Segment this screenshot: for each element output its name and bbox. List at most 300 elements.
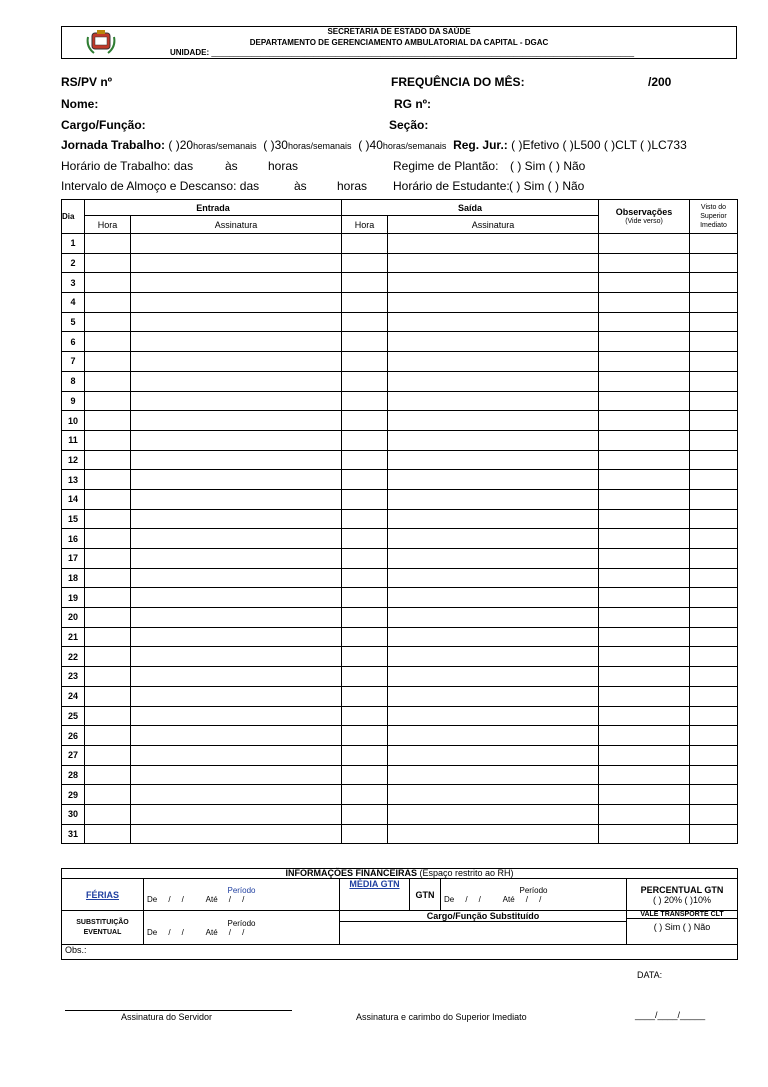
entrada-hora-cell[interactable] bbox=[85, 489, 131, 509]
cargo-substituido-cell bbox=[340, 911, 627, 945]
saida-assinatura-cell[interactable] bbox=[388, 470, 599, 490]
entrada-hora-cell[interactable] bbox=[85, 391, 131, 411]
entrada-assinatura-cell[interactable] bbox=[131, 293, 342, 313]
nome-label: Nome: bbox=[61, 97, 99, 111]
entrada-assinatura-cell[interactable] bbox=[131, 647, 342, 667]
table-row bbox=[62, 745, 738, 765]
table-row bbox=[62, 509, 738, 529]
entrada-assinatura-cell[interactable] bbox=[131, 706, 342, 726]
saida-hora-cell[interactable] bbox=[342, 745, 388, 765]
table-row bbox=[62, 568, 738, 588]
table-row bbox=[62, 293, 738, 313]
entrada-hora-cell[interactable] bbox=[85, 549, 131, 569]
visto-cell[interactable] bbox=[690, 509, 738, 529]
observacoes-cell[interactable] bbox=[599, 804, 690, 824]
horario-as: às bbox=[225, 159, 238, 173]
visto-cell[interactable] bbox=[690, 450, 738, 470]
entrada-assinatura-cell[interactable] bbox=[131, 627, 342, 647]
saida-hora-cell[interactable] bbox=[342, 273, 388, 293]
table-row bbox=[62, 686, 738, 706]
entrada-hora-cell[interactable] bbox=[85, 371, 131, 391]
entrada-assinatura-cell[interactable] bbox=[131, 608, 342, 628]
saida-hora-cell[interactable] bbox=[342, 529, 388, 549]
visto-cell[interactable] bbox=[690, 588, 738, 608]
entrada-hora-cell[interactable] bbox=[85, 804, 131, 824]
saida-assinatura-cell[interactable] bbox=[388, 411, 599, 431]
observacoes-cell[interactable] bbox=[599, 371, 690, 391]
saida-assinatura-cell[interactable] bbox=[388, 568, 599, 588]
day-number: 30 bbox=[62, 804, 85, 824]
table-row bbox=[62, 411, 738, 431]
entrada-assinatura-cell[interactable] bbox=[131, 726, 342, 746]
entrada-hora-cell[interactable] bbox=[85, 726, 131, 746]
entrada-assinatura-cell[interactable] bbox=[131, 352, 342, 372]
visto-cell[interactable] bbox=[690, 273, 738, 293]
saida-hora-header: Hora bbox=[342, 216, 388, 234]
table-row bbox=[62, 588, 738, 608]
cargo-substituido-label: Cargo/Função Substituído bbox=[340, 911, 626, 922]
substituicao-label: SUBSTITUIÇÃO EVENTUAL bbox=[62, 911, 144, 945]
observacoes-cell[interactable] bbox=[599, 509, 690, 529]
day-number: 1 bbox=[62, 234, 85, 254]
saida-assinatura-cell[interactable] bbox=[388, 726, 599, 746]
observacoes-cell[interactable] bbox=[599, 529, 690, 549]
visto-cell[interactable] bbox=[690, 371, 738, 391]
observacoes-cell[interactable] bbox=[599, 549, 690, 569]
visto-cell[interactable] bbox=[690, 765, 738, 785]
table-row bbox=[62, 450, 738, 470]
day-number: 11 bbox=[62, 430, 85, 450]
day-number: 8 bbox=[62, 371, 85, 391]
saida-assinatura-cell[interactable] bbox=[388, 549, 599, 569]
horas-semanais-20: horas/semanais bbox=[193, 141, 257, 151]
saida-hora-cell[interactable] bbox=[342, 312, 388, 332]
visto-cell[interactable] bbox=[690, 627, 738, 647]
entrada-assinatura-cell[interactable] bbox=[131, 253, 342, 273]
saida-assinatura-cell[interactable] bbox=[388, 608, 599, 628]
saida-hora-cell[interactable] bbox=[342, 824, 388, 844]
day-number: 7 bbox=[62, 352, 85, 372]
horas-semanais-40: horas/semanais bbox=[382, 141, 447, 151]
table-row bbox=[62, 352, 738, 372]
visto-cell[interactable] bbox=[690, 549, 738, 569]
entrada-hora-cell[interactable] bbox=[85, 411, 131, 431]
entrada-assinatura-cell[interactable] bbox=[131, 489, 342, 509]
saida-hora-cell[interactable] bbox=[342, 726, 388, 746]
visto-cell[interactable] bbox=[690, 824, 738, 844]
entrada-hora-cell[interactable] bbox=[85, 470, 131, 490]
observacoes-header bbox=[599, 200, 690, 234]
saida-hora-cell[interactable] bbox=[342, 608, 388, 628]
entrada-hora-cell[interactable] bbox=[85, 234, 131, 254]
entrada-assinatura-cell[interactable] bbox=[131, 391, 342, 411]
entrada-hora-cell[interactable] bbox=[85, 430, 131, 450]
percentual-gtn-cell bbox=[627, 879, 738, 911]
visto-cell[interactable] bbox=[690, 804, 738, 824]
visto-cell[interactable] bbox=[690, 332, 738, 352]
entrada-assinatura-cell[interactable] bbox=[131, 470, 342, 490]
saida-assinatura-cell[interactable] bbox=[388, 352, 599, 372]
saida-hora-cell[interactable] bbox=[342, 391, 388, 411]
regjur-options: ( )Efetivo ( )L500 ( )CLT ( )LC733 bbox=[511, 138, 687, 152]
table-row bbox=[62, 627, 738, 647]
entrada-assinatura-cell[interactable] bbox=[131, 273, 342, 293]
visto-cell[interactable] bbox=[690, 430, 738, 450]
entrada-hora-cell[interactable] bbox=[85, 273, 131, 293]
saida-hora-cell[interactable] bbox=[342, 234, 388, 254]
day-number: 20 bbox=[62, 608, 85, 628]
visto-cell[interactable] bbox=[690, 686, 738, 706]
table-row bbox=[62, 824, 738, 844]
entrada-assinatura-header: Assinatura bbox=[131, 216, 342, 234]
saida-assinatura-cell[interactable] bbox=[388, 371, 599, 391]
day-number: 28 bbox=[62, 765, 85, 785]
visto-cell[interactable] bbox=[690, 647, 738, 667]
vale-transporte-cell bbox=[627, 911, 738, 945]
table-row bbox=[62, 804, 738, 824]
entrada-hora-cell[interactable] bbox=[85, 627, 131, 647]
vide-verso-label: (Vide verso) bbox=[625, 217, 663, 225]
ferias-periodo-label: Período bbox=[227, 885, 256, 895]
day-number: 22 bbox=[62, 647, 85, 667]
saida-hora-cell[interactable] bbox=[342, 411, 388, 431]
day-number: 14 bbox=[62, 489, 85, 509]
saida-hora-cell[interactable] bbox=[342, 450, 388, 470]
gtn-label: GTN bbox=[410, 879, 441, 911]
observacoes-cell[interactable] bbox=[599, 489, 690, 509]
visto-cell[interactable] bbox=[690, 706, 738, 726]
saida-assinatura-cell[interactable] bbox=[388, 647, 599, 667]
day-number: 25 bbox=[62, 706, 85, 726]
saida-hora-cell[interactable] bbox=[342, 804, 388, 824]
table-row bbox=[62, 647, 738, 667]
financial-title: INFORMAÇÕES FINANCEIRAS bbox=[285, 868, 417, 878]
saida-assinatura-cell[interactable] bbox=[388, 234, 599, 254]
table-row bbox=[62, 549, 738, 569]
visto-cell[interactable] bbox=[690, 608, 738, 628]
entrada-assinatura-cell[interactable] bbox=[131, 549, 342, 569]
visto-cell[interactable] bbox=[690, 726, 738, 746]
table-row bbox=[62, 785, 738, 805]
table-row bbox=[62, 667, 738, 687]
table-row bbox=[62, 312, 738, 332]
cargo-label: Cargo/Função: bbox=[61, 118, 146, 132]
visto-cell[interactable] bbox=[690, 568, 738, 588]
entrada-hora-cell[interactable] bbox=[85, 352, 131, 372]
jornada-label: Jornada Trabalho: bbox=[61, 138, 166, 152]
entrada-assinatura-cell[interactable] bbox=[131, 332, 342, 352]
visto-cell[interactable] bbox=[690, 470, 738, 490]
intervalo-as: às bbox=[294, 179, 307, 193]
gtn-periodo-label: Período bbox=[519, 885, 548, 895]
year-label: /200 bbox=[648, 75, 672, 89]
saida-hora-cell[interactable] bbox=[342, 627, 388, 647]
entrada-assinatura-cell[interactable] bbox=[131, 785, 342, 805]
saida-assinatura-cell[interactable] bbox=[388, 332, 599, 352]
saida-hora-cell[interactable] bbox=[342, 686, 388, 706]
day-number: 4 bbox=[62, 293, 85, 313]
observacoes-cell[interactable] bbox=[599, 253, 690, 273]
jornada-row bbox=[61, 138, 687, 152]
observacoes-cell[interactable] bbox=[599, 686, 690, 706]
day-number: 18 bbox=[62, 568, 85, 588]
saida-hora-cell[interactable] bbox=[342, 706, 388, 726]
observacoes-cell[interactable] bbox=[599, 450, 690, 470]
vale-transporte-options: ( ) Sim ( ) Não bbox=[653, 922, 711, 932]
media-gtn-label: MÉDIA GTN bbox=[349, 879, 400, 889]
observacoes-cell[interactable] bbox=[599, 745, 690, 765]
saida-hora-cell[interactable] bbox=[342, 293, 388, 313]
saida-assinatura-cell[interactable] bbox=[388, 312, 599, 332]
observacoes-cell[interactable] bbox=[599, 293, 690, 313]
saida-hora-cell[interactable] bbox=[342, 785, 388, 805]
grid-body bbox=[62, 234, 738, 844]
visto-cell[interactable] bbox=[690, 391, 738, 411]
observacoes-cell[interactable] bbox=[599, 391, 690, 411]
saida-hora-cell[interactable] bbox=[342, 667, 388, 687]
observacoes-cell[interactable] bbox=[599, 726, 690, 746]
gtn-de-ate: De / / Até / / bbox=[444, 894, 542, 904]
observacoes-cell[interactable] bbox=[599, 273, 690, 293]
financial-subtitle: (Espaço restrito ao RH) bbox=[419, 868, 514, 878]
horario-estudante-options: ( ) Sim ( ) Não bbox=[509, 179, 585, 193]
entrada-assinatura-cell[interactable] bbox=[131, 509, 342, 529]
entrada-assinatura-cell[interactable] bbox=[131, 667, 342, 687]
entrada-hora-cell[interactable] bbox=[85, 608, 131, 628]
saida-assinatura-cell[interactable] bbox=[388, 293, 599, 313]
saida-assinatura-cell[interactable] bbox=[388, 824, 599, 844]
saida-assinatura-cell[interactable] bbox=[388, 765, 599, 785]
visto-cell[interactable] bbox=[690, 411, 738, 431]
day-number: 17 bbox=[62, 549, 85, 569]
visto-cell[interactable] bbox=[690, 293, 738, 313]
horario-trabalho-label: Horário de Trabalho: das bbox=[61, 159, 194, 173]
table-row bbox=[62, 470, 738, 490]
saida-hora-cell[interactable] bbox=[342, 549, 388, 569]
visto-cell[interactable] bbox=[690, 667, 738, 687]
saida-assinatura-cell[interactable] bbox=[388, 785, 599, 805]
table-row bbox=[62, 253, 738, 273]
entrada-assinatura-cell[interactable] bbox=[131, 411, 342, 431]
saida-hora-cell[interactable] bbox=[342, 430, 388, 450]
observacoes-cell[interactable] bbox=[599, 234, 690, 254]
assinatura-superior-label: Assinatura e carimbo do Superior Imediato bbox=[356, 1012, 527, 1022]
saida-header: Saída bbox=[342, 200, 599, 216]
rspv-label: RS/PV nº bbox=[61, 75, 113, 89]
saida-assinatura-cell[interactable] bbox=[388, 391, 599, 411]
entrada-assinatura-cell[interactable] bbox=[131, 745, 342, 765]
entrada-assinatura-cell[interactable] bbox=[131, 371, 342, 391]
table-row bbox=[62, 391, 738, 411]
unidade-label: UNIDADE: bbox=[170, 48, 210, 57]
saida-assinatura-cell[interactable] bbox=[388, 509, 599, 529]
day-number: 21 bbox=[62, 627, 85, 647]
entrada-hora-cell[interactable] bbox=[85, 765, 131, 785]
saida-assinatura-cell[interactable] bbox=[388, 489, 599, 509]
table-row bbox=[62, 371, 738, 391]
entrada-assinatura-cell[interactable] bbox=[131, 588, 342, 608]
saida-hora-cell[interactable] bbox=[342, 253, 388, 273]
saida-hora-cell[interactable] bbox=[342, 588, 388, 608]
day-number: 15 bbox=[62, 509, 85, 529]
day-number: 16 bbox=[62, 529, 85, 549]
rg-label: RG nº: bbox=[394, 97, 432, 111]
servidor-signature-line bbox=[65, 1010, 292, 1011]
entrada-hora-cell[interactable] bbox=[85, 686, 131, 706]
gtn-periodo-cell bbox=[441, 879, 627, 911]
observacoes-cell[interactable] bbox=[599, 332, 690, 352]
saida-assinatura-cell[interactable] bbox=[388, 804, 599, 824]
observacoes-cell[interactable] bbox=[599, 568, 690, 588]
day-number: 10 bbox=[62, 411, 85, 431]
entrada-hora-cell[interactable] bbox=[85, 312, 131, 332]
day-number: 9 bbox=[62, 391, 85, 411]
entrada-assinatura-cell[interactable] bbox=[131, 824, 342, 844]
visto-cell[interactable] bbox=[690, 529, 738, 549]
day-number: 5 bbox=[62, 312, 85, 332]
subst-periodo-cell bbox=[144, 911, 340, 945]
visto-cell[interactable] bbox=[690, 785, 738, 805]
visto-cell[interactable] bbox=[690, 352, 738, 372]
saida-assinatura-cell[interactable] bbox=[388, 588, 599, 608]
saida-assinatura-header: Assinatura bbox=[388, 216, 599, 234]
obs-label: Obs.: bbox=[62, 945, 738, 960]
entrada-assinatura-cell[interactable] bbox=[131, 765, 342, 785]
day-number: 23 bbox=[62, 667, 85, 687]
saida-hora-cell[interactable] bbox=[342, 332, 388, 352]
saida-assinatura-cell[interactable] bbox=[388, 430, 599, 450]
entrada-hora-cell[interactable] bbox=[85, 588, 131, 608]
entrada-assinatura-cell[interactable] bbox=[131, 529, 342, 549]
saida-assinatura-cell[interactable] bbox=[388, 706, 599, 726]
entrada-hora-cell[interactable] bbox=[85, 509, 131, 529]
subst-de-ate: De / / Até / / bbox=[147, 927, 245, 937]
saida-hora-cell[interactable] bbox=[342, 470, 388, 490]
saida-assinatura-cell[interactable] bbox=[388, 686, 599, 706]
saida-assinatura-cell[interactable] bbox=[388, 253, 599, 273]
observacoes-cell[interactable] bbox=[599, 667, 690, 687]
visto-cell[interactable] bbox=[690, 253, 738, 273]
regjur-label: Reg. Jur.: bbox=[453, 138, 508, 152]
ferias-de-ate: De / / Até / / bbox=[147, 894, 245, 904]
saida-hora-cell[interactable] bbox=[342, 568, 388, 588]
visto-header: Visto do Superior Imediato bbox=[690, 200, 738, 234]
observacoes-cell[interactable] bbox=[599, 470, 690, 490]
saida-hora-cell[interactable] bbox=[342, 352, 388, 372]
observacoes-cell[interactable] bbox=[599, 312, 690, 332]
entrada-hora-cell[interactable] bbox=[85, 824, 131, 844]
visto-cell[interactable] bbox=[690, 745, 738, 765]
saida-hora-cell[interactable] bbox=[342, 509, 388, 529]
observacoes-cell[interactable] bbox=[599, 627, 690, 647]
saida-hora-cell[interactable] bbox=[342, 371, 388, 391]
table-row bbox=[62, 529, 738, 549]
entrada-hora-cell[interactable] bbox=[85, 667, 131, 687]
entrada-assinatura-cell[interactable] bbox=[131, 686, 342, 706]
jornada-40: ( )40 bbox=[358, 138, 383, 152]
saida-hora-cell[interactable] bbox=[342, 765, 388, 785]
financial-title-cell bbox=[62, 869, 738, 879]
header-line1: SECRETARIA DE ESTADO DA SAÚDE bbox=[327, 27, 471, 36]
entrada-hora-cell[interactable] bbox=[85, 568, 131, 588]
entrada-assinatura-cell[interactable] bbox=[131, 450, 342, 470]
entrada-assinatura-cell[interactable] bbox=[131, 312, 342, 332]
attendance-grid bbox=[61, 199, 738, 844]
ferias-cell bbox=[62, 879, 144, 911]
entrada-hora-cell[interactable] bbox=[85, 647, 131, 667]
entrada-hora-cell[interactable] bbox=[85, 253, 131, 273]
observacoes-cell[interactable] bbox=[599, 588, 690, 608]
visto-cell[interactable] bbox=[690, 489, 738, 509]
table-row bbox=[62, 608, 738, 628]
entrada-hora-cell[interactable] bbox=[85, 332, 131, 352]
day-number: 2 bbox=[62, 253, 85, 273]
observacoes-cell[interactable] bbox=[599, 411, 690, 431]
header-box bbox=[61, 26, 737, 59]
table-row bbox=[62, 726, 738, 746]
entrada-assinatura-cell[interactable] bbox=[131, 234, 342, 254]
entrada-assinatura-cell[interactable] bbox=[131, 568, 342, 588]
observacoes-cell[interactable] bbox=[599, 647, 690, 667]
jornada-30: ( )30 bbox=[263, 138, 288, 152]
financial-table bbox=[61, 868, 738, 960]
entrada-assinatura-cell[interactable] bbox=[131, 430, 342, 450]
entrada-hora-cell[interactable] bbox=[85, 529, 131, 549]
saida-assinatura-cell[interactable] bbox=[388, 273, 599, 293]
table-row bbox=[62, 430, 738, 450]
saida-assinatura-cell[interactable] bbox=[388, 745, 599, 765]
observacoes-cell[interactable] bbox=[599, 352, 690, 372]
data-label: DATA: bbox=[637, 970, 663, 980]
observacoes-cell[interactable] bbox=[599, 824, 690, 844]
saida-assinatura-cell[interactable] bbox=[388, 450, 599, 470]
day-number: 3 bbox=[62, 273, 85, 293]
day-number: 29 bbox=[62, 785, 85, 805]
subst-periodo-label: Período bbox=[227, 918, 256, 928]
saida-hora-cell[interactable] bbox=[342, 489, 388, 509]
horario-estudante-label: Horário de Estudante: bbox=[393, 179, 510, 193]
day-number: 13 bbox=[62, 470, 85, 490]
day-number: 26 bbox=[62, 726, 85, 746]
entrada-hora-cell[interactable] bbox=[85, 450, 131, 470]
entrada-assinatura-cell[interactable] bbox=[131, 804, 342, 824]
horas-semanais-30: horas/semanais bbox=[287, 141, 352, 151]
observacoes-cell[interactable] bbox=[599, 765, 690, 785]
entrada-hora-cell[interactable] bbox=[85, 745, 131, 765]
visto-cell[interactable] bbox=[690, 234, 738, 254]
day-number: 6 bbox=[62, 332, 85, 352]
frequencia-label: FREQUÊNCIA DO MÊS: bbox=[391, 75, 525, 89]
saida-assinatura-cell[interactable] bbox=[388, 529, 599, 549]
unidade-line: _______________________________________________________________________________________________ bbox=[211, 48, 635, 57]
vale-transporte-label: VALE TRANSPORTE CLT bbox=[627, 911, 737, 919]
saida-assinatura-cell[interactable] bbox=[388, 667, 599, 687]
saida-assinatura-cell[interactable] bbox=[388, 627, 599, 647]
intervalo-horas: horas bbox=[337, 179, 368, 193]
dia-header: Dia bbox=[62, 200, 85, 234]
observacoes-cell[interactable] bbox=[599, 608, 690, 628]
entrada-hora-cell[interactable] bbox=[85, 785, 131, 805]
observacoes-cell[interactable] bbox=[599, 785, 690, 805]
observacoes-cell[interactable] bbox=[599, 430, 690, 450]
entrada-hora-cell[interactable] bbox=[85, 293, 131, 313]
horario-horas: horas bbox=[268, 159, 299, 173]
visto-cell[interactable] bbox=[690, 312, 738, 332]
saida-hora-cell[interactable] bbox=[342, 647, 388, 667]
entrada-hora-cell[interactable] bbox=[85, 706, 131, 726]
observacoes-cell[interactable] bbox=[599, 706, 690, 726]
secao-label: Seção: bbox=[389, 118, 429, 132]
